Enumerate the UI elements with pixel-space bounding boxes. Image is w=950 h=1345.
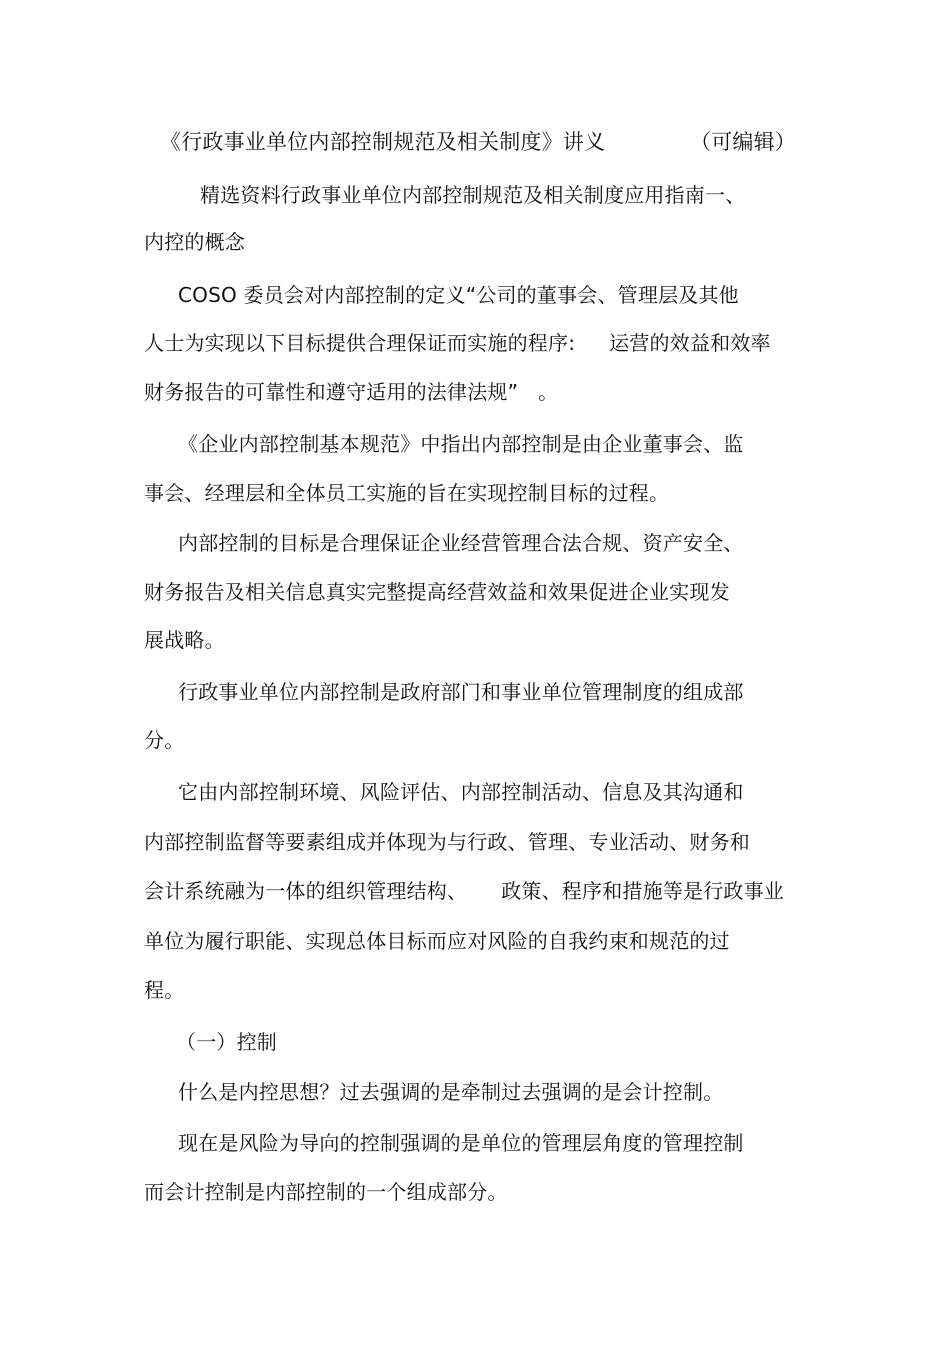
- paragraph-line: 内部控制监督等要素组成并体现为与行政、管理、专业活动、财务和: [144, 830, 750, 854]
- section-heading: （一）控制: [176, 1030, 277, 1054]
- paragraph-line: 单位为履行职能、实现总体目标而应对风险的自我约束和规范的过: [144, 929, 730, 953]
- document-title: 《行政事业单位内部控制规范及相关制度》讲义: [160, 130, 606, 154]
- paragraph-line: 内部控制的目标是合理保证企业经营管理合法合规、资产安全、: [178, 531, 744, 555]
- paragraph-line: 现在是风险为导向的控制强调的是单位的管理层角度的管理控制: [178, 1131, 744, 1155]
- paragraph-line: 财务报告及相关信息真实完整提高经营效益和效果促进企业实现发: [144, 580, 730, 604]
- paragraph-line: 什么是内控思想？过去强调的是牵制过去强调的是会计控制。: [178, 1080, 724, 1104]
- paragraph-line: 它由内部控制环境、风险评估、内部控制活动、信息及其沟通和: [178, 780, 744, 804]
- text-segment: 政策、程序和措施等是行政事业: [501, 879, 785, 903]
- paragraph-line: 而会计控制是内部控制的一个组成部分。: [144, 1180, 508, 1204]
- text-segment: 。: [538, 380, 559, 404]
- paragraph-line: [144, 331, 771, 355]
- paragraph-line: [144, 879, 784, 903]
- text-segment: 财务报告的可靠性和遵守适用的法律法规”: [144, 380, 519, 404]
- paragraph-line: 程。: [144, 978, 185, 1002]
- paragraph-line: COSO 委员会对内部控制的定义“公司的董事会、管理层及其他: [178, 283, 739, 307]
- paragraph-line: 行政事业单位内部控制是政府部门和事业单位管理制度的组成部: [178, 680, 744, 704]
- document-title-tag: （可编辑）: [690, 130, 796, 154]
- text-segment: 人士为实现以下目标提供合理保证而实施的程序:: [144, 331, 576, 355]
- text-segment: 运营的效益和效率: [609, 331, 771, 355]
- paragraph-line: 内控的概念: [144, 230, 245, 254]
- paragraph-line: 分。: [144, 728, 185, 752]
- paragraph-line: 展战略。: [144, 628, 225, 652]
- paragraph-line: [144, 380, 558, 404]
- text-segment: 会计系统融为一体的组织管理结构、: [144, 879, 468, 903]
- paragraph-line: 精选资料行政事业单位内部控制规范及相关制度应用指南一、: [200, 183, 746, 207]
- paragraph-line: 《企业内部控制基本规范》中指出内部控制是由企业董事会、监: [178, 432, 744, 456]
- paragraph-line: 事会、经理层和全体员工实施的旨在实现控制目标的过程。: [144, 481, 670, 505]
